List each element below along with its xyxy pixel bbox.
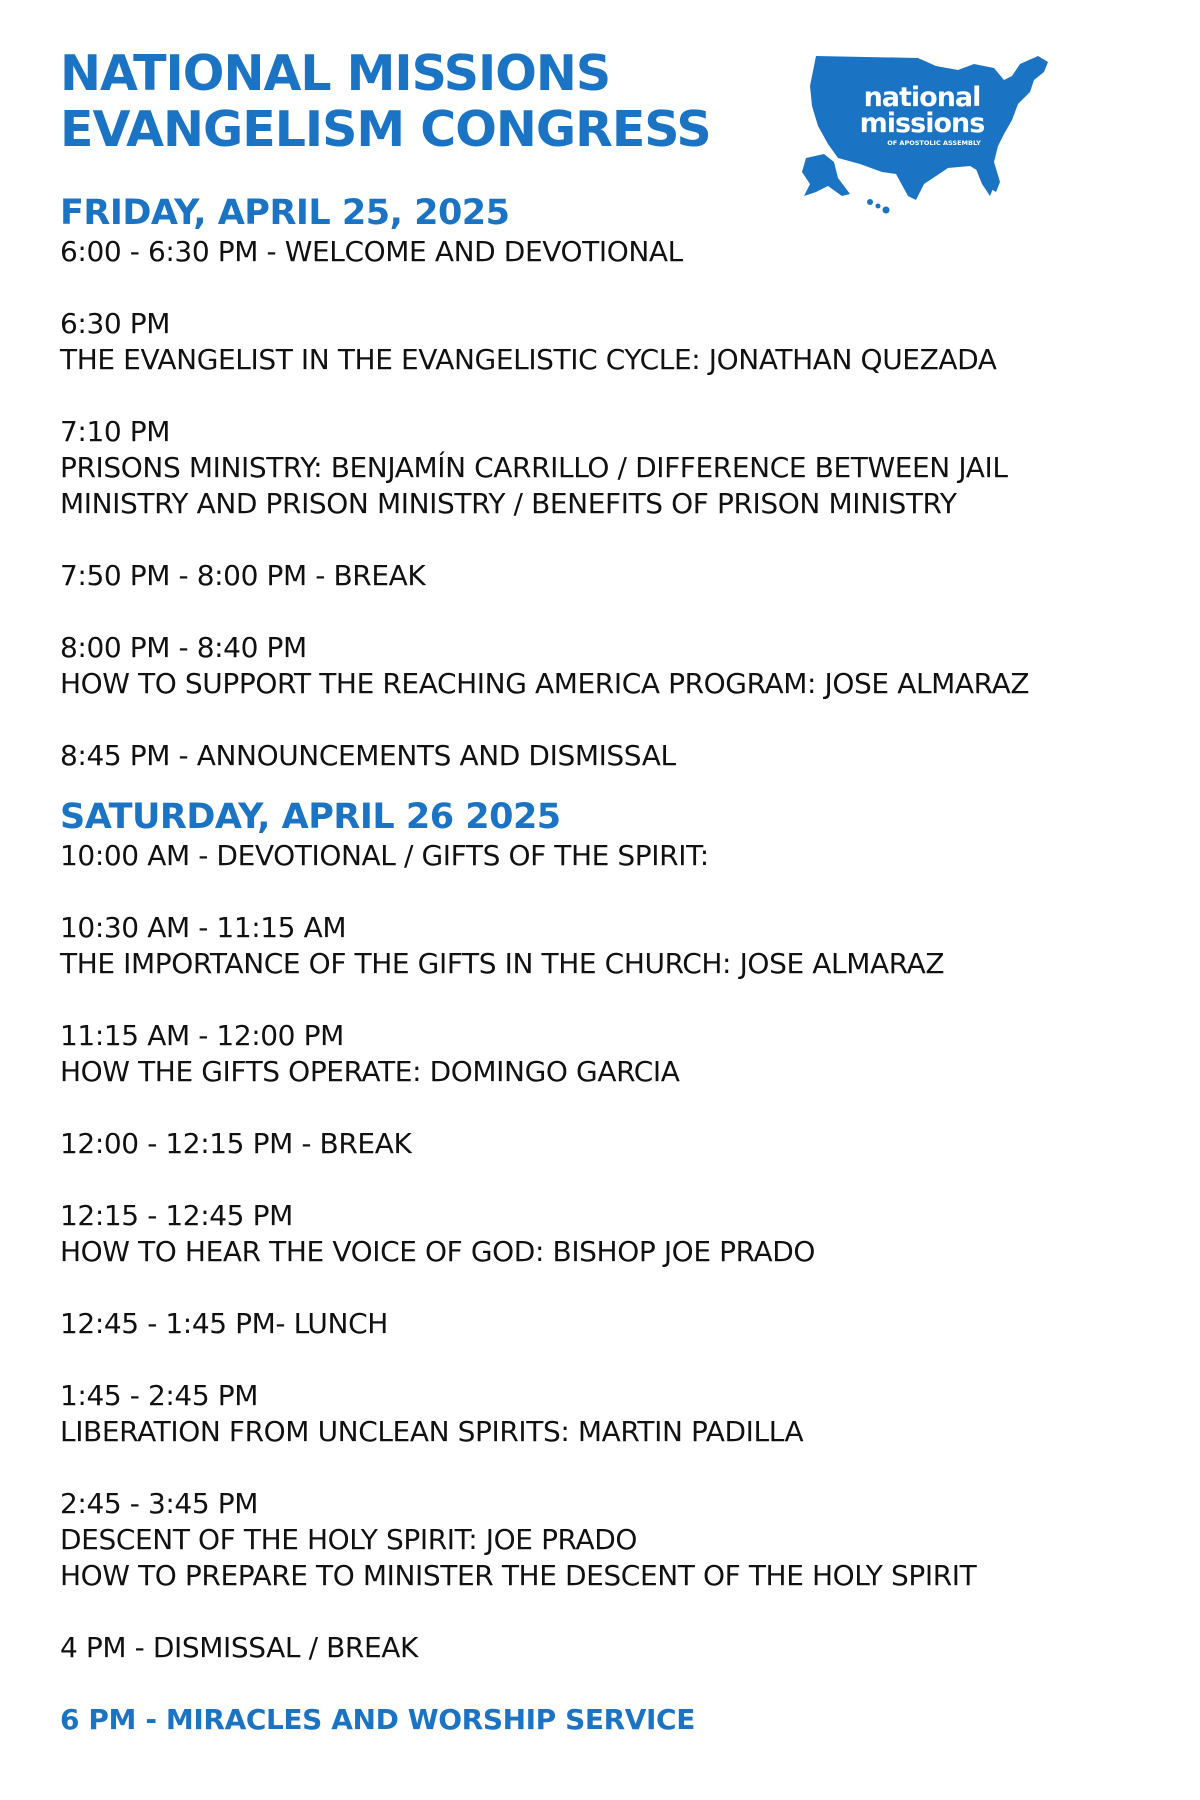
schedule-entry [60, 1018, 1170, 1090]
entry-time-line: 1:45 - 2:45 PM [60, 1379, 259, 1412]
schedule-entry [60, 838, 1170, 874]
entry-time-line: 12:15 - 12:45 PM [60, 1199, 293, 1232]
entry-time-line: 6:30 PM [60, 307, 171, 340]
entry-time-line: 10:30 AM - 11:15 AM [60, 911, 347, 944]
day-heading: FRIDAY, APRIL 25, 2025 [60, 193, 510, 233]
schedule-entry [60, 306, 1170, 378]
logo-tagline: OF APOSTOLIC ASSEMBLY [887, 139, 981, 147]
schedule-entry [60, 414, 1170, 522]
entry-time-line: 6 PM - MIRACLES AND WORSHIP SERVICE [60, 1703, 695, 1736]
schedule-entry [60, 234, 1170, 270]
logo-word-national: national [863, 82, 981, 113]
entry-time-line: 2:45 - 3:45 PM [60, 1487, 259, 1520]
title-line-1: NATIONAL MISSIONS [60, 45, 611, 102]
entry-detail-line: HOW TO SUPPORT THE REACHING AMERICA PROGRAM: JOSE ALMARAZ [60, 667, 1030, 700]
schedule-entry [60, 1198, 1170, 1270]
entry-time-line: 12:45 - 1:45 PM- LUNCH [60, 1307, 388, 1340]
entry-time-line: 7:50 PM - 8:00 PM - BREAK [60, 559, 426, 592]
usa-map-icon [798, 46, 1068, 216]
schedule-entry [60, 1126, 1170, 1162]
national-missions-logo [798, 46, 1068, 216]
day-section [60, 838, 1170, 1738]
entry-time-line: 8:00 PM - 8:40 PM [60, 631, 307, 664]
entry-time-line: 4 PM - DISMISSAL / BREAK [60, 1631, 418, 1664]
entry-detail-line: THE EVANGELIST IN THE EVANGELISTIC CYCLE: JONATHAN QUEZADA [60, 343, 997, 376]
entry-detail-line: HOW TO HEAR THE VOICE OF GOD: BISHOP JOE PRADO [60, 1235, 816, 1268]
entry-time-line: 7:10 PM [60, 415, 171, 448]
schedule-entry [60, 558, 1170, 594]
schedule-entry [60, 630, 1170, 702]
schedule-entry [60, 1378, 1170, 1450]
entry-time-line: 12:00 - 12:15 PM - BREAK [60, 1127, 412, 1160]
schedule-entry [60, 1306, 1170, 1342]
entry-detail-line: HOW THE GIFTS OPERATE: DOMINGO GARCIA [60, 1055, 680, 1088]
entry-time-line: 10:00 AM - DEVOTIONAL / GIFTS OF THE SPIRIT: [60, 839, 709, 872]
schedule-entry [60, 1702, 1170, 1738]
schedule-entry [60, 738, 1170, 774]
page-title [60, 46, 711, 158]
entry-detail-line: DESCENT OF THE HOLY SPIRIT: JOE PRADO [60, 1523, 638, 1556]
day-section [60, 234, 1170, 774]
entry-time-line: 11:15 AM - 12:00 PM [60, 1019, 344, 1052]
logo-word-missions: missions [859, 108, 985, 139]
entry-detail-line: PRISONS MINISTRY: BENJAMÍN CARRILLO / DIFFERENCE BETWEEN JAIL [60, 451, 1008, 484]
entry-detail-line: MINISTRY AND PRISON MINISTRY / BENEFITS OF PRISON MINISTRY [60, 487, 957, 520]
entry-time-line: 6:00 - 6:30 PM - WELCOME AND DEVOTIONAL [60, 235, 683, 268]
title-line-2: EVANGELISM CONGRESS [60, 101, 711, 158]
entry-detail-line: LIBERATION FROM UNCLEAN SPIRITS: MARTIN PADILLA [60, 1415, 804, 1448]
schedule-entry [60, 1630, 1170, 1666]
schedule [60, 192, 1170, 1738]
schedule-entry [60, 1486, 1170, 1594]
entry-detail-line: THE IMPORTANCE OF THE GIFTS IN THE CHURCH: JOSE ALMARAZ [60, 947, 945, 980]
entry-time-line: 8:45 PM - ANNOUNCEMENTS AND DISMISSAL [60, 739, 676, 772]
day-heading: SATURDAY, APRIL 26 2025 [60, 797, 561, 837]
schedule-entry [60, 910, 1170, 982]
entry-detail-line: HOW TO PREPARE TO MINISTER THE DESCENT OF THE HOLY SPIRIT [60, 1559, 977, 1592]
